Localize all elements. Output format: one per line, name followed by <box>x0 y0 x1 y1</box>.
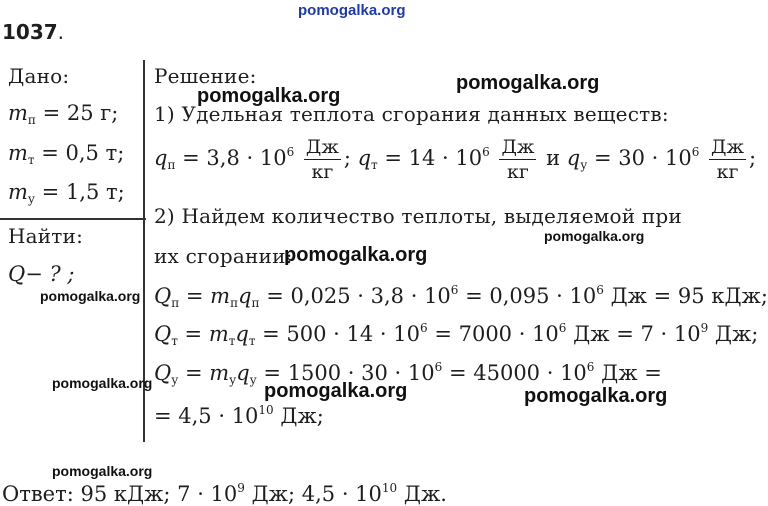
specific-heat-line: $q_п = 3,8 \cdot 10^6$ $\frac{Дж}{кг}$ ; $q_т = 14 \cdot 10^6$ $\frac{Дж}{кг}$ и $q_у = 30 \cdot 10^6$ $\frac{Дж}{кг}$ ; <box>154 136 757 183</box>
problem-number: 1037. <box>2 20 65 44</box>
step2-text-line2: их сгорании: <box>154 244 293 268</box>
watermark-7: pomogalka.org <box>264 380 408 402</box>
watermark-8: pomogalka.org <box>524 385 668 407</box>
given-mass-p: $m_п = 25$ г; <box>8 101 119 127</box>
watermark-top: pomogalka.org <box>298 2 406 19</box>
given-mass-t: $m_т = 0,5$ т; <box>8 141 125 167</box>
heat-qp-line: $Q_п = m_пq_п = 0,025 \cdot 3,8 \cdot 10^6 = 0,095 \cdot 10^6$ Дж = 95 кДж; <box>154 283 768 310</box>
given-mass-u: $m_у = 1,5$ т; <box>8 180 125 206</box>
given-heading: Дано: <box>8 64 70 88</box>
find-heading: Найти: <box>8 224 84 248</box>
watermark-9: pomogalka.org <box>52 463 153 479</box>
watermark-4: pomogalka.org <box>284 244 428 266</box>
given-separator-horizontal <box>0 218 146 220</box>
watermark-2: pomogalka.org <box>197 85 341 107</box>
step1-text: 1) Удельная теплота сгорания данных веществ: <box>154 102 669 126</box>
solution-heading: Решение: <box>154 64 257 88</box>
heat-qu-line2: = $4,5 \cdot 10^{10}$ Дж; <box>154 403 324 428</box>
heat-qt-line: $Q_т = m_тq_т = 500 \cdot 14 \cdot 10^6 = 7000 \cdot 10^6$ Дж = $7 \cdot 10^9$ Дж; <box>154 321 759 348</box>
watermark-6: pomogalka.org <box>52 375 153 391</box>
watermark-3: pomogalka.org <box>544 228 645 244</box>
heat-qu-line: $Q_у = m_уq_у = 1500 \cdot 30 \cdot 10^6 = 45000 \cdot 10^6$ Дж = <box>154 360 662 387</box>
answer-line: Ответ: 95 кДж; $7 \cdot 10^9$ Дж; $4,5 \cdot 10^{10}$ Дж. <box>2 481 447 506</box>
watermark-1: pomogalka.org <box>456 72 600 94</box>
step2-text-line1: 2) Найдем количество теплоты, выделяемой при <box>154 204 682 228</box>
watermark-5: pomogalka.org <box>40 288 141 304</box>
find-item: Q− ? ; <box>8 262 75 286</box>
